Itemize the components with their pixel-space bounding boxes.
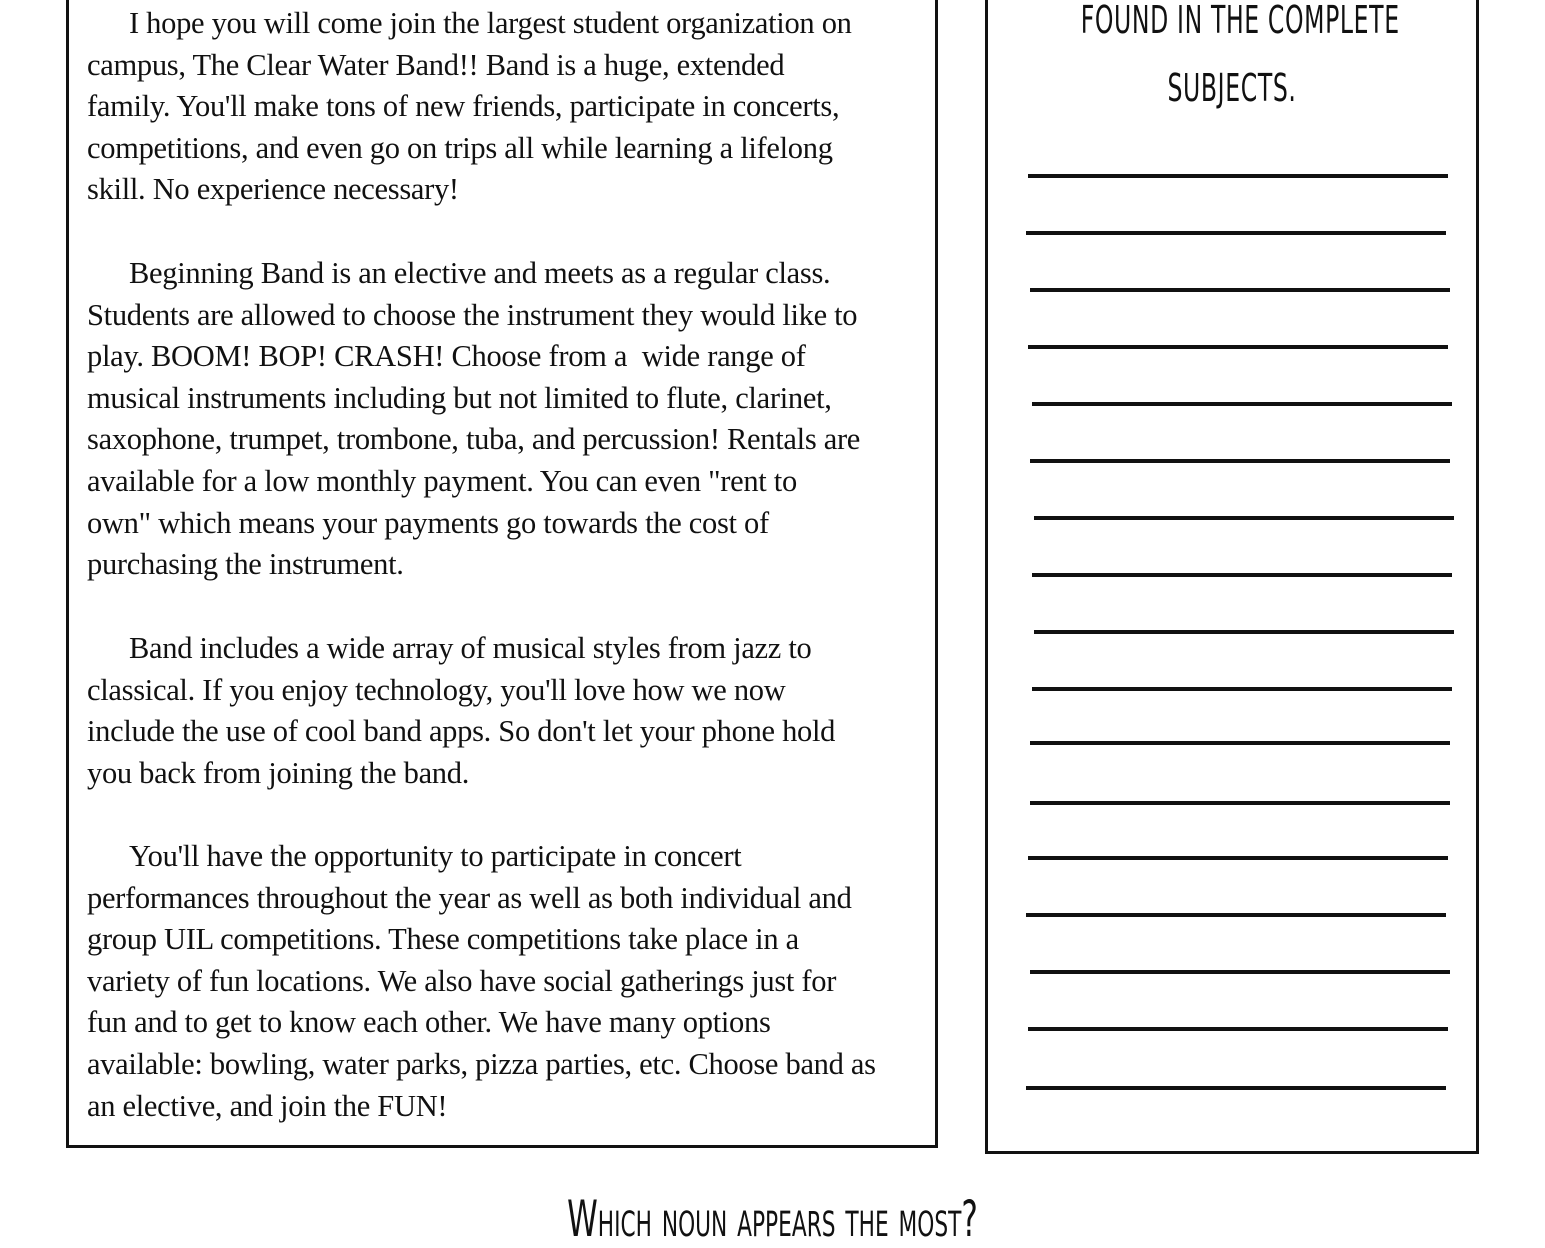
answer-blank[interactable] [1026, 231, 1446, 235]
passage-box [66, 0, 938, 1148]
paragraph-3 [87, 628, 927, 794]
text-line: competitions, and even go on trips all while learning a lifelong [87, 130, 833, 165]
text-line: skill. No experience necessary! [87, 172, 459, 207]
text-line: family. You'll make tons of new friends, participate in concerts, [87, 89, 840, 124]
text-line: purchasing the instrument. [87, 547, 404, 582]
answer-blank[interactable] [1028, 1027, 1448, 1031]
answer-blank[interactable] [1028, 174, 1448, 178]
paragraph-4 [87, 836, 927, 1127]
paragraph-1 [87, 3, 927, 211]
text-line: play. BOOM! BOP! CRASH! Choose from a wide range of [87, 339, 806, 374]
paragraph-2 [87, 253, 927, 586]
text-line: You'll have the opportunity to participate in concert [129, 839, 742, 873]
question-heading: Which noun appears the most? [567, 1190, 978, 1248]
prompt-line-2: SUBJECTS. [1167, 66, 1297, 110]
answer-blank[interactable] [1034, 516, 1454, 520]
prompt-line-1: FOUND IN THE COMPLETE [1080, 0, 1400, 42]
answer-blank[interactable] [1030, 459, 1450, 463]
answer-blank[interactable] [1030, 288, 1450, 292]
text-line: Band includes a wide array of musical styles from jazz to [129, 631, 812, 665]
answer-blank[interactable] [1026, 1086, 1446, 1090]
text-line: musical instruments including but not limited to flute, clarinet, [87, 380, 832, 415]
text-line: Students are allowed to choose the instrument they would like to [87, 297, 858, 332]
text-line: I hope you will come join the largest student organization on [129, 6, 852, 40]
text-line: campus, The Clear Water Band!! Band is a huge, extended [87, 47, 785, 82]
answer-panel [985, 0, 1479, 1154]
answer-blank[interactable] [1034, 630, 1454, 634]
text-line: performances throughout the year as well as both individual and [87, 880, 852, 915]
answer-blank[interactable] [1030, 970, 1450, 974]
answer-blank[interactable] [1028, 856, 1448, 860]
answer-blank[interactable] [1030, 741, 1450, 745]
text-line: you back from joining the band. [87, 755, 470, 790]
answer-blank[interactable] [1030, 801, 1450, 805]
text-line: available: bowling, water parks, pizza parties, etc. Choose band as [87, 1046, 876, 1081]
text-line: group UIL competitions. These competitions take place in a [87, 922, 799, 957]
text-line: include the use of cool band apps. So don't let your phone hold [87, 714, 836, 749]
text-line: an elective, and join the FUN! [87, 1088, 448, 1123]
text-line: fun and to get to know each other. We have many options [87, 1005, 771, 1040]
text-line: saxophone, trumpet, trombone, tuba, and percussion! Rentals are [87, 422, 861, 457]
text-line: available for a low monthly payment. You can even "rent to [87, 463, 797, 498]
answer-blank[interactable] [1028, 345, 1448, 349]
answer-blank[interactable] [1032, 687, 1452, 691]
text-line: classical. If you enjoy technology, you'll love how we now [87, 672, 786, 707]
text-line: Beginning Band is an elective and meets as a regular class. [129, 256, 831, 290]
answer-blank[interactable] [1026, 913, 1446, 917]
answer-blank[interactable] [1032, 573, 1452, 577]
answer-blank[interactable] [1032, 402, 1452, 406]
text-line: own" which means your payments go towards the cost of [87, 505, 769, 540]
text-line: variety of fun locations. We also have social gatherings just for [87, 963, 837, 998]
